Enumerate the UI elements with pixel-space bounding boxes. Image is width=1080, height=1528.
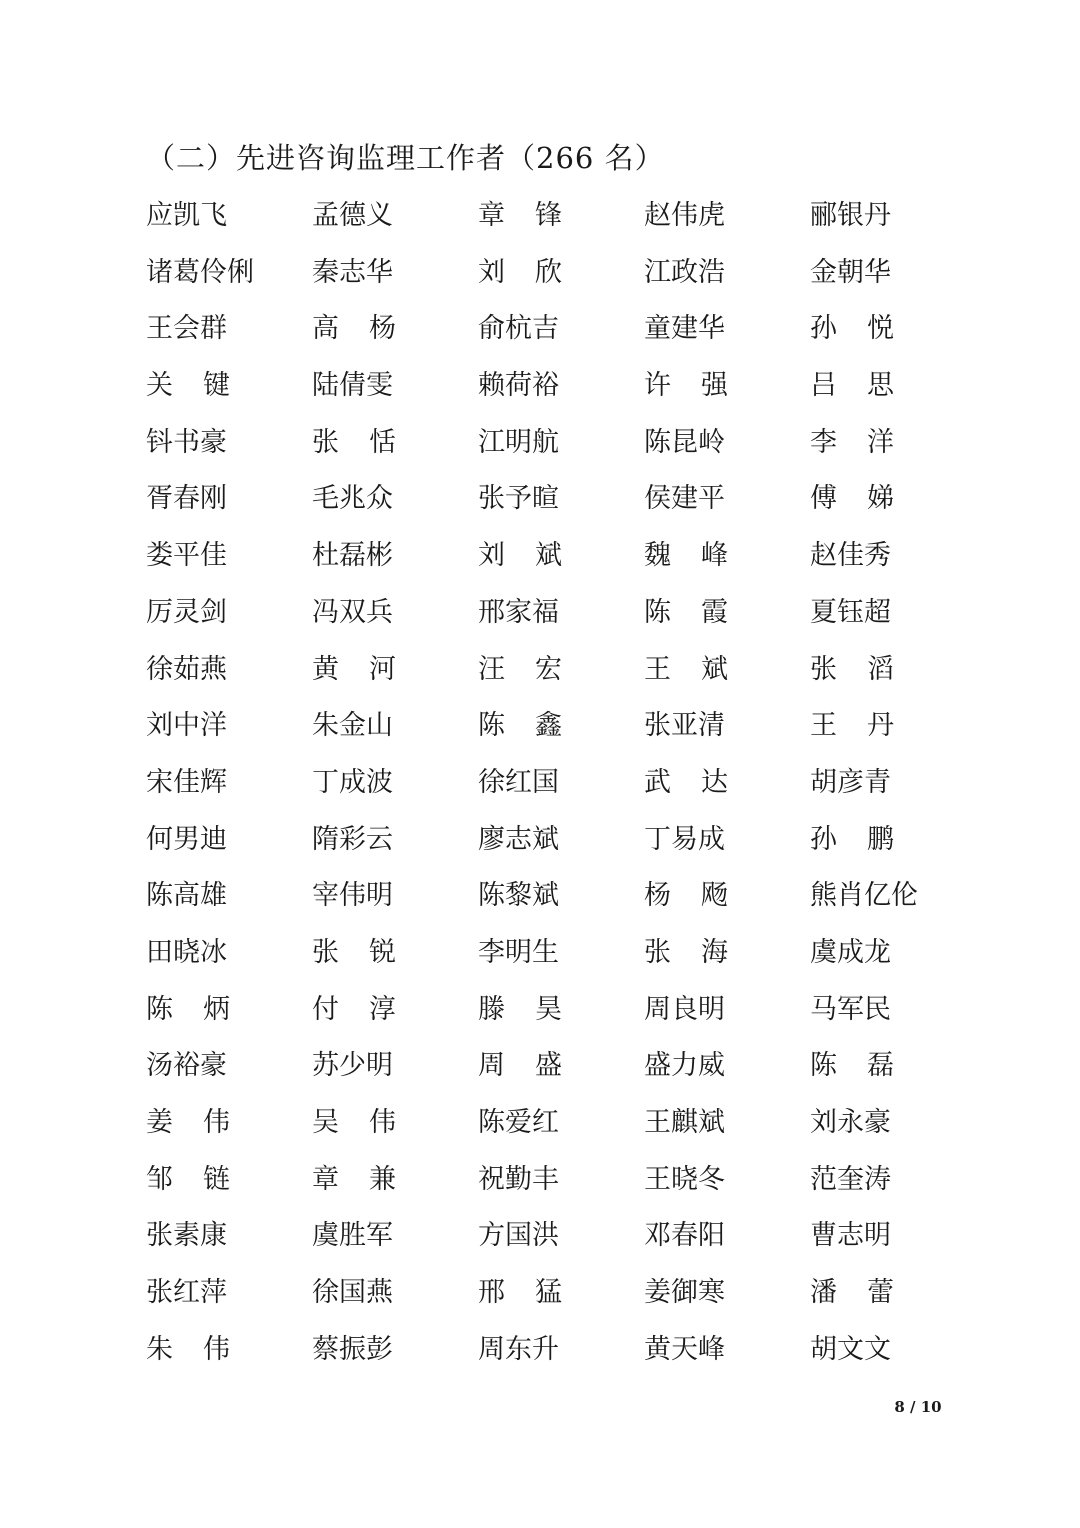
- name-entry: 陈高雄: [146, 880, 227, 912]
- name-entry: 赵伟虎: [644, 200, 725, 231]
- name-entry: 付 淳: [312, 993, 396, 1025]
- name-entry: 汪 宏: [478, 653, 562, 685]
- name-entry: 黄天峰: [644, 1333, 725, 1365]
- name-entry: 吕 思: [810, 370, 894, 402]
- name-entry: 祝勤丰: [478, 1163, 559, 1195]
- name-entry: 邓春阳: [644, 1220, 725, 1252]
- name-entry: 江政浩: [644, 256, 725, 288]
- name-entry: 蔡振彭: [312, 1333, 393, 1365]
- name-entry: 郦银丹: [810, 200, 891, 231]
- name-entry: 何男迪: [146, 823, 227, 855]
- name-entry: 赵佳秀: [810, 540, 891, 572]
- name-entry: 曹志明: [810, 1220, 891, 1252]
- name-entry: 潘 蕾: [810, 1277, 894, 1309]
- name-entry: 冯双兵: [312, 596, 393, 628]
- name-entry: 章 锋: [478, 200, 562, 231]
- name-entry: 张 海: [644, 936, 728, 968]
- name-list: [146, 196, 976, 1386]
- name-entry: 徐国燕: [312, 1277, 393, 1309]
- name-entry: 宋佳辉: [146, 766, 227, 798]
- name-entry: 徐茹燕: [146, 653, 227, 685]
- name-entry: 朱金山: [312, 710, 393, 742]
- name-entry: 苏少明: [312, 1050, 393, 1082]
- name-entry: 胡文文: [810, 1333, 891, 1365]
- name-entry: 刘 欣: [478, 256, 562, 288]
- name-entry: 应凯飞: [146, 200, 227, 231]
- name-entry: 虞胜军: [312, 1220, 393, 1252]
- name-entry: 侯建平: [644, 483, 725, 515]
- name-entry: 宰伟明: [312, 880, 393, 912]
- name-entry: 李 洋: [810, 426, 894, 458]
- name-entry: 丁成波: [312, 766, 393, 798]
- name-entry: 王麒斌: [644, 1107, 725, 1138]
- name-entry: 姜 伟: [146, 1107, 230, 1138]
- page-number: 8 / 10: [894, 1398, 942, 1416]
- name-entry: 娄平佳: [146, 540, 227, 572]
- name-entry: 魏 峰: [644, 540, 728, 572]
- name-entry: 范奎涛: [810, 1163, 891, 1195]
- name-entry: 胡彦青: [810, 766, 891, 798]
- name-entry: 汤裕豪: [146, 1050, 227, 1082]
- name-entry: 孙 悦: [810, 313, 894, 345]
- name-entry: 刘中洋: [146, 710, 227, 742]
- name-entry: 赖荷裕: [478, 370, 559, 402]
- name-entry: 王 丹: [810, 710, 894, 742]
- name-entry: 张素康: [146, 1220, 227, 1252]
- name-entry: 章 兼: [312, 1163, 396, 1195]
- name-entry: 武 达: [644, 766, 728, 798]
- name-entry: 诸葛伶俐: [146, 256, 254, 288]
- name-entry: 丁易成: [644, 823, 725, 855]
- name-entry: 滕 昊: [478, 993, 562, 1025]
- name-entry: 虞成龙: [810, 936, 891, 968]
- section-title: （二）先进咨询监理工作者（266 名）: [146, 141, 665, 175]
- name-entry: 姜御寒: [644, 1277, 725, 1309]
- name-entry: 周 盛: [478, 1050, 562, 1082]
- name-entry: 张 滔: [810, 653, 894, 685]
- name-entry: 王晓冬: [644, 1163, 725, 1195]
- name-entry: 陈黎斌: [478, 880, 559, 912]
- name-entry: 金朝华: [810, 256, 891, 288]
- name-entry: 徐红国: [478, 766, 559, 798]
- name-entry: 江明航: [478, 426, 559, 458]
- name-entry: 杨 飏: [644, 880, 728, 912]
- name-entry: 刘 斌: [478, 540, 562, 572]
- name-entry: 张 锐: [312, 936, 396, 968]
- name-entry: 傅 娣: [810, 483, 894, 515]
- name-entry: 俞杭吉: [478, 313, 559, 345]
- name-entry: 邹 链: [146, 1163, 230, 1195]
- name-entry: 张 恬: [312, 426, 396, 458]
- name-entry: 李明生: [478, 936, 559, 968]
- name-entry: 马军民: [810, 993, 891, 1025]
- name-entry: 钭书豪: [146, 426, 227, 458]
- name-entry: 毛兆众: [312, 483, 393, 515]
- name-entry: 孟德义: [312, 200, 393, 231]
- name-entry: 陈爱红: [478, 1107, 559, 1138]
- name-entry: 杜磊彬: [312, 540, 393, 572]
- name-entry: 陈 鑫: [478, 710, 562, 742]
- name-entry: 张予暄: [478, 483, 559, 515]
- name-entry: 黄 河: [312, 653, 396, 685]
- name-entry: 王会群: [146, 313, 227, 345]
- name-entry: 熊肖亿伦: [810, 880, 918, 912]
- name-entry: 秦志华: [312, 256, 393, 288]
- name-entry: 关 键: [146, 370, 230, 402]
- name-entry: 邢家福: [478, 596, 559, 628]
- name-entry: 陈 炳: [146, 993, 230, 1025]
- name-entry: 陈 霞: [644, 596, 728, 628]
- name-entry: 陈 磊: [810, 1050, 894, 1082]
- name-entry: 朱 伟: [146, 1333, 230, 1365]
- name-entry: 高 杨: [312, 313, 396, 345]
- name-entry: 廖志斌: [478, 823, 559, 855]
- name-entry: 胥春刚: [146, 483, 227, 515]
- name-entry: 吴 伟: [312, 1107, 396, 1138]
- name-entry: 周东升: [478, 1333, 559, 1365]
- name-entry: 刘永豪: [810, 1107, 891, 1138]
- name-entry: 隋彩云: [312, 823, 393, 855]
- name-entry: 田晓冰: [146, 936, 227, 968]
- name-entry: 张红萍: [146, 1277, 227, 1309]
- name-entry: 邢 猛: [478, 1277, 562, 1309]
- name-entry: 厉灵剑: [146, 596, 227, 628]
- name-entry: 许 强: [644, 370, 728, 402]
- name-entry: 童建华: [644, 313, 725, 345]
- name-entry: 张亚清: [644, 710, 725, 742]
- name-entry: 陈昆岭: [644, 426, 725, 458]
- name-entry: 陆倩雯: [312, 370, 393, 402]
- name-entry: 夏钰超: [810, 596, 891, 628]
- name-entry: 盛力威: [644, 1050, 725, 1082]
- name-entry: 周良明: [644, 993, 725, 1025]
- name-entry: 王 斌: [644, 653, 728, 685]
- name-entry: 方国洪: [478, 1220, 559, 1252]
- name-entry: 孙 鹏: [810, 823, 894, 855]
